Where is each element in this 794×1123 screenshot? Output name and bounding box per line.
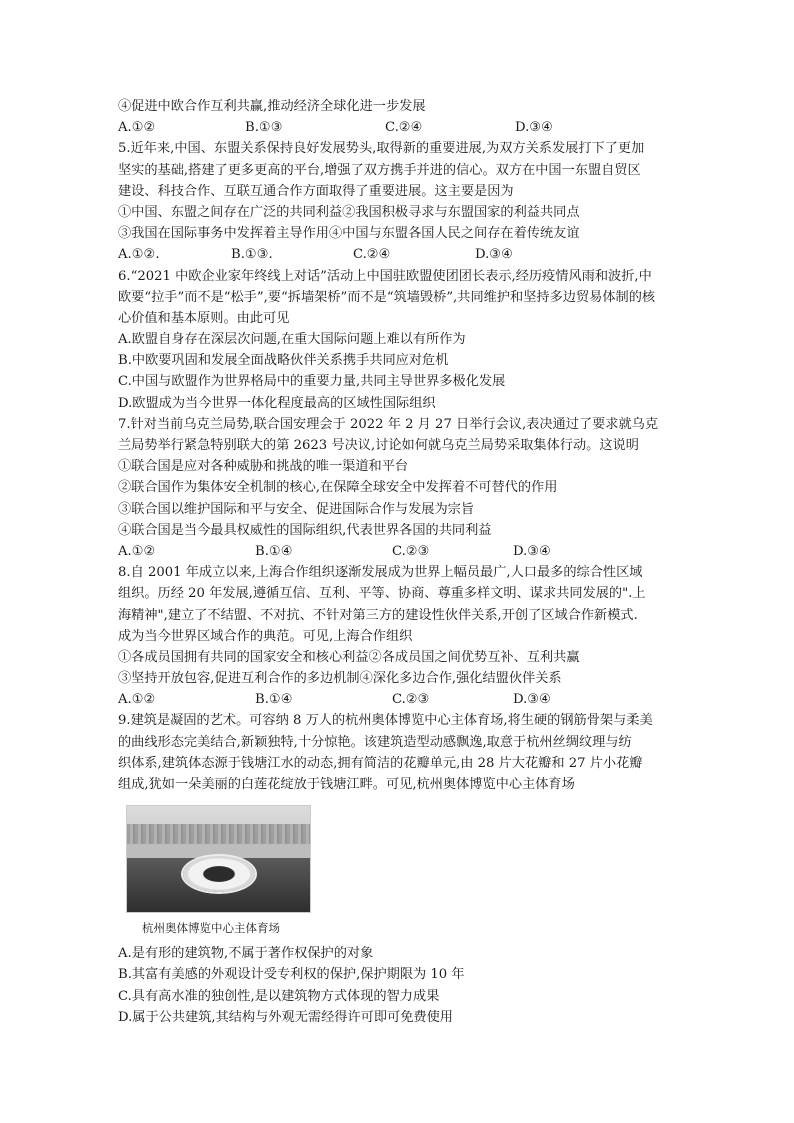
q7-option-b[interactable]: B.①④ [255, 543, 293, 559]
q9-stem-line-1: 9.建筑是凝固的艺术。可容纳 8 万人的杭州奥体博览中心主体育场,将生硬的钢筋骨架与柔美 [118, 713, 653, 729]
q8-stem-line-3: 海精神",建立了不结盟、不对抗、不针对第三方的建设性伙伴关系,开创了区域合作新模式. [118, 607, 638, 623]
q7-stem-line-2: 兰局势举行紧急特别联大的第 2623 号决议,讨论如何就乌克兰局势采取集体行动。这说明 [118, 438, 639, 453]
q9-stem-line-2: 的曲线形态完美结合,新颖独特,十分惊艳。该建筑造型动感飘逸,取意于杭州丝绸纹理与纺 [118, 734, 632, 750]
lotus-stadium [183, 856, 255, 892]
q5-statements-1-2: ①中国、东盟之间存在广泛的共同利益②我国积极寻求与东盟国家的利益共同点 [118, 204, 580, 220]
q9-option-d[interactable]: D.属于公共建筑,其结构与外观无需经得许可即可免费使用 [118, 1009, 453, 1025]
q8-option-b[interactable]: B.①④ [255, 692, 293, 708]
q9-option-c[interactable]: C.具有高水准的独创性,是以建筑物方式体现的智力成果 [118, 988, 440, 1004]
q5-option-c[interactable]: C.②④ [353, 247, 391, 263]
q5-option-a[interactable]: A.①②. [118, 247, 160, 263]
q5-option-d[interactable]: D.③④ [475, 247, 513, 263]
q4-option-c[interactable]: C.②④ [385, 120, 423, 136]
q4-option-b[interactable]: B.①③ [245, 120, 283, 136]
q9-option-a[interactable]: A.是有形的建筑物,不属于著作权保护的对象 [118, 946, 374, 962]
q8-options [118, 689, 678, 710]
q7-options [118, 541, 678, 562]
q9-stem-line-3: 织体系,建筑体态源于钱塘江水的动态,拥有简洁的花瓣单元,由 28 片大花瓣和 27 片小花瓣 [118, 755, 643, 771]
q7-option-d[interactable]: D.③④ [513, 543, 551, 559]
q8-statements-1-2: ①各成员国拥有共同的国家安全和核心利益②各成员国之间优势互补、互利共赢 [118, 649, 580, 665]
city-skyline [127, 824, 310, 844]
q4-option-d[interactable]: D.③④ [515, 120, 553, 136]
q4-option-a[interactable]: A.①② [118, 120, 156, 136]
q7-statement-2: ②联合国作为集体安全机制的核心,在保障全球安全中发挥着不可替代的作用 [118, 480, 558, 496]
q6-option-b[interactable]: B.中欧要巩固和发展全面战略伙伴关系携手共同应对危机 [118, 353, 449, 369]
q5-stem-line-1: 5.近年来,中国、东盟关系保持良好发展势头,取得新的重要进展,为双方关系发展打下了更加 [118, 141, 645, 157]
q5-stem-line-3: 建设、科技合作、互联互通合作方面取得了重要进展。这主要是因为 [118, 183, 514, 199]
q9-option-b[interactable]: B.其富有美感的外观设计受专利权的保护,保护期限为 10 年 [118, 967, 465, 983]
q8-option-d[interactable]: D.③④ [513, 692, 551, 708]
q5-option-b[interactable]: B.①③. [231, 247, 273, 263]
q6-option-c[interactable]: C.中国与欧盟作为世界格局中的重要力量,共同主导世界多极化发展 [118, 374, 506, 390]
q6-stem-line-2: 欧要“拉手”而不是“松手”,要“拆墙架桥”而不是“筑墙毁桥”,共同维护和坚持多边贸易体制的核 [118, 289, 656, 305]
q7-statement-4: ④联合国是当今最具权威性的国际组织,代表世界各国的共同利益 [118, 522, 492, 538]
q8-stem-line-4: 成为当今世界区域合作的典范。可见,上海合作组织 [118, 628, 413, 644]
q4-statement-4: ④促进中欧合作互利共赢,推动经济全球化进一步发展 [118, 99, 426, 114]
q9-stem-line-4: 组成,犹如一朵美丽的白莲花绽放于钱塘江畔。可见,杭州奥体博览中心主体育场 [118, 777, 575, 792]
q4-options [118, 117, 678, 138]
stadium-photo [126, 805, 311, 913]
q6-stem-line-1: 6.“2021 中欧企业家年终线上对话”活动上中国驻欧盟使团团长表示,经历疫情风雨和波折,中 [118, 268, 652, 284]
q7-option-a[interactable]: A.①② [118, 543, 156, 559]
q7-option-c[interactable]: C.②③ [392, 543, 430, 559]
q8-stem-line-2: 组织。历经 20 年发展,遵循互信、互利、平等、协商、尊重多样文明、谋求共同发展的".上 [118, 586, 646, 602]
q7-statement-3: ③联合国以维护国际和平与安全、促进国际合作与发展为宗旨 [118, 501, 475, 517]
q8-stem-line-1: 8.自 2001 年成立以来,上海合作组织逐渐发展成为世界上幅员最广,人口最多的综合性区域 [118, 565, 643, 581]
q7-stem-line-1: 7.针对当前乌克兰局势,联合国安理会于 2022 年 2 月 27 日举行会议,表决通过了要求就乌克 [118, 416, 659, 432]
q5-stem-line-2: 坚实的基础,搭建了更多更高的平台,增强了双方携手并进的信心。双方在中国一东盟自贸区 [118, 162, 641, 178]
q6-option-d[interactable]: D.欧盟成为当今世界一体化程度最高的区域性国际组织 [118, 395, 436, 411]
q5-options [118, 244, 678, 265]
q6-stem-line-3: 心价值和基本原则。由此可见 [118, 310, 290, 326]
q5-statements-3-4: ③我国在国际事务中发挥着主导作用④中国与东盟各国人民之间存在着传统友谊 [118, 226, 580, 242]
exam-page [118, 96, 678, 1028]
figure-caption: 杭州奥体博览中心主体育场 [142, 921, 280, 936]
q8-statements-3-4: ③坚持开放包容,促进互利合作的多边机制④深化多边合作,强化结盟伙伴关系 [118, 671, 562, 687]
q7-statement-1: ①联合国是应对各种威胁和挑战的唯一渠道和平台 [118, 459, 409, 475]
q6-option-a[interactable]: A.欧盟自身存在深层次问题,在重大国际问题上难以有所作为 [118, 332, 466, 348]
q8-option-c[interactable]: C.②③ [392, 692, 430, 708]
stadium-figure [118, 805, 678, 937]
q8-option-a[interactable]: A.①② [118, 692, 156, 708]
